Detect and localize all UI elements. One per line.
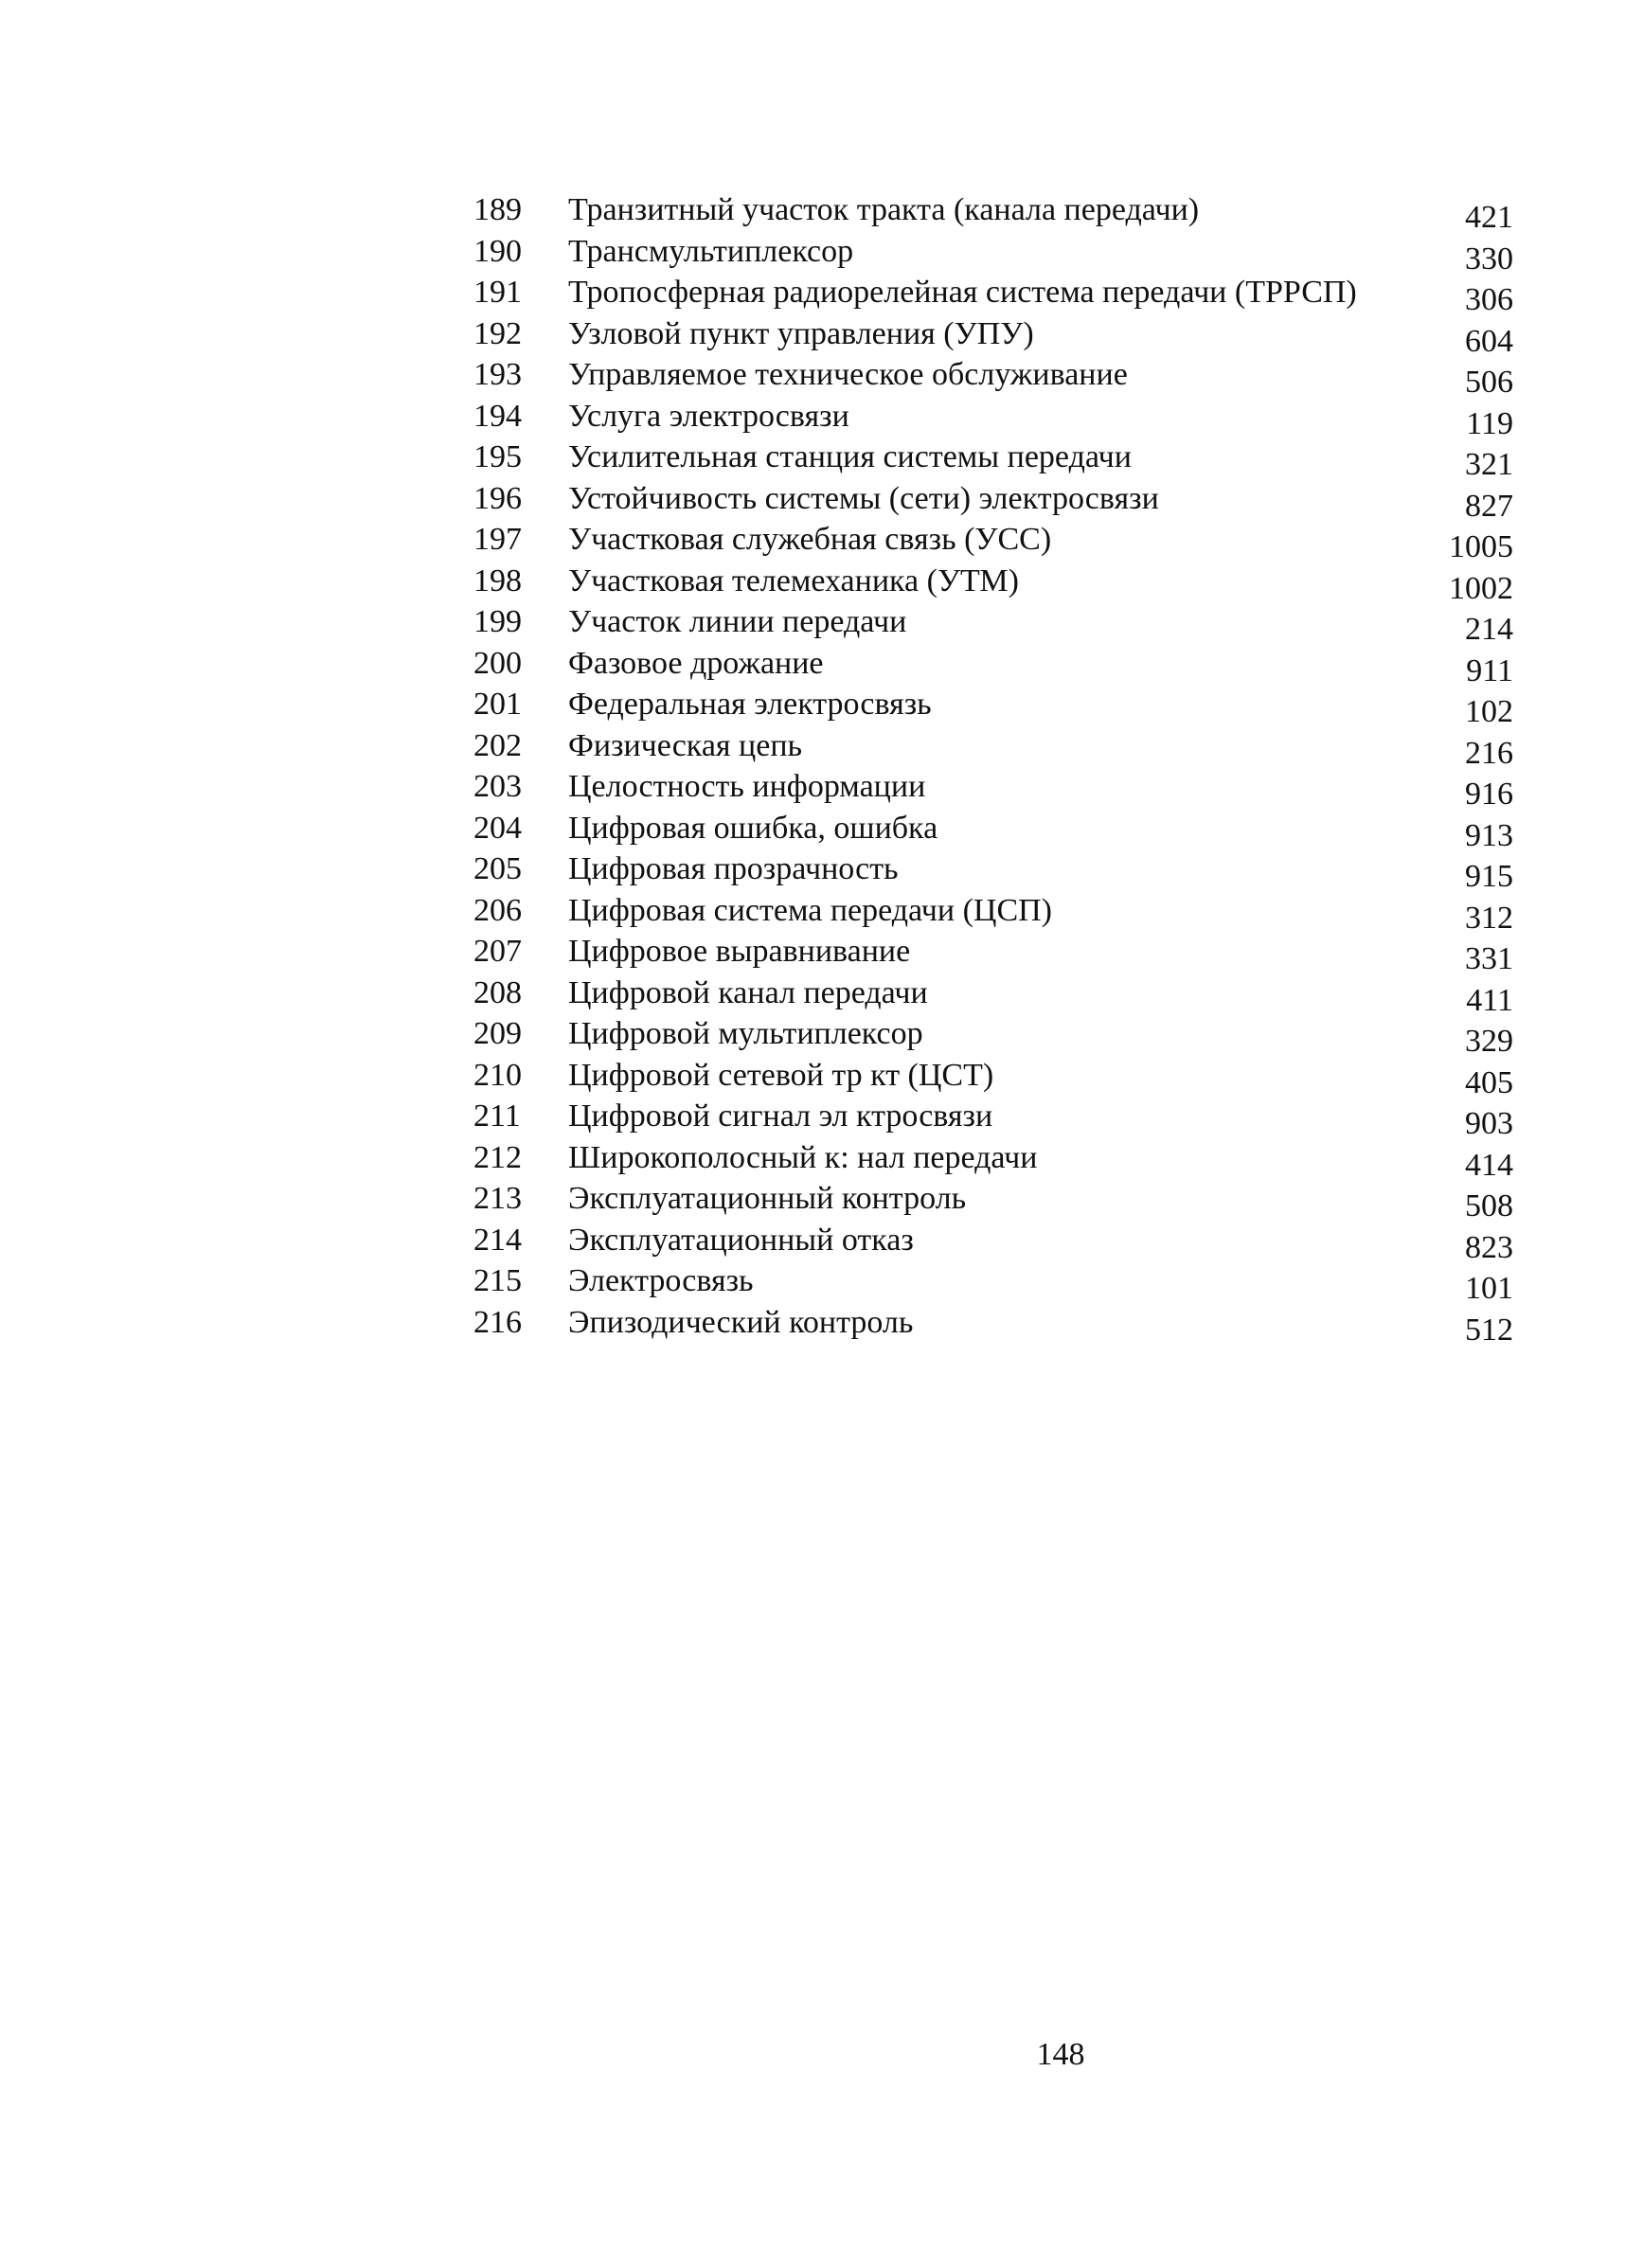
entry-page-ref: 101 [1465, 1271, 1513, 1306]
entry-page-ref: 604 [1465, 323, 1513, 359]
entry-number: 206 [473, 892, 522, 928]
entry-number: 200 [473, 645, 522, 681]
entry-number: 198 [473, 563, 522, 598]
entry-page-ref: 827 [1465, 488, 1513, 524]
entry-number: 212 [473, 1139, 522, 1175]
entry-page-ref: 312 [1465, 900, 1513, 936]
entry-page-ref: 331 [1465, 941, 1513, 976]
entry-page-ref: 321 [1465, 447, 1513, 482]
entry-number: 204 [473, 810, 522, 846]
index-entry [473, 1096, 1544, 1141]
entry-term: Федеральная электросвязь [568, 687, 932, 722]
index-entry [473, 313, 1544, 359]
entry-page-ref: 216 [1465, 735, 1513, 771]
index-entry [473, 808, 1544, 853]
entry-number: 203 [473, 769, 522, 804]
entry-page-ref: 306 [1465, 282, 1513, 317]
entry-page-ref: 911 [1466, 652, 1513, 688]
entry-term: Трансмультиплексор [568, 233, 854, 269]
entry-number: 215 [473, 1263, 522, 1298]
entry-number: 211 [473, 1098, 521, 1134]
index-entry [473, 519, 1544, 564]
entry-number: 202 [473, 727, 522, 763]
entry-term: Цифровой сетевой тр кт (ЦСТ) [568, 1057, 994, 1093]
entry-page-ref: 411 [1466, 982, 1513, 1018]
entry-number: 191 [473, 275, 522, 310]
entry-term: Электросвязь [568, 1263, 754, 1298]
entry-term: Цифровой мультиплексор [568, 1016, 923, 1051]
index-entry [473, 643, 1544, 688]
entry-term: Цифровое выравнивание [568, 934, 911, 969]
index-entry [473, 396, 1544, 441]
entry-page-ref: 823 [1465, 1229, 1513, 1265]
index-entry [473, 890, 1544, 936]
index-entry [473, 848, 1544, 894]
entry-page-ref: 913 [1465, 817, 1513, 853]
entry-number: 216 [473, 1304, 522, 1340]
entry-page-ref: 1002 [1449, 570, 1513, 606]
index-entry [473, 1055, 1544, 1100]
entry-number: 194 [473, 398, 522, 434]
entry-page-ref: 512 [1465, 1312, 1513, 1348]
entry-number: 195 [473, 439, 522, 474]
index-entry [473, 1178, 1544, 1223]
entry-term: Эпизодический контроль [568, 1304, 914, 1340]
entry-term: Устойчивость системы (сети) электросвязи [568, 480, 1159, 516]
entry-page-ref: 405 [1465, 1064, 1513, 1100]
entry-page-ref: 903 [1465, 1106, 1513, 1141]
entry-number: 208 [473, 974, 522, 1010]
entry-number: 213 [473, 1181, 522, 1216]
index-entry [473, 1302, 1544, 1348]
entry-term: Целостность информации [568, 769, 926, 804]
entry-number: 196 [473, 480, 522, 516]
index-entry [473, 1260, 1544, 1306]
entry-page-ref: 414 [1465, 1147, 1513, 1183]
entry-page-ref: 508 [1465, 1188, 1513, 1223]
entry-number: 201 [473, 687, 522, 722]
entry-number: 207 [473, 934, 522, 969]
entry-page-ref: 329 [1465, 1024, 1513, 1059]
entry-number: 190 [473, 233, 522, 269]
entry-page-ref: 506 [1465, 365, 1513, 400]
entry-term: Узловой пункт управления (УПУ) [568, 315, 1034, 351]
entry-term: Участковая телемеханика (УТМ) [568, 563, 1019, 598]
entry-number: 209 [473, 1016, 522, 1051]
entry-term: Физическая цепь [568, 727, 803, 763]
entry-page-ref: 214 [1465, 612, 1513, 647]
entry-term: Услуга электросвязи [568, 398, 849, 434]
entry-number: 197 [473, 522, 522, 557]
page-number: 148 [1036, 2037, 1085, 2072]
index-entry [473, 725, 1544, 771]
entry-page-ref: 330 [1465, 241, 1513, 277]
index-entry [473, 766, 1544, 812]
entry-term: Цифровая ошибка, ошибка [568, 810, 938, 846]
entry-number: 205 [473, 851, 522, 886]
index-entry [473, 973, 1544, 1018]
entry-number: 189 [473, 192, 522, 227]
index-entry [473, 1013, 1544, 1059]
entry-term: Эксплуатационный контроль [568, 1181, 967, 1216]
entry-number: 192 [473, 315, 522, 351]
entry-term: Цифровой канал передачи [568, 974, 928, 1010]
index-entry [473, 931, 1544, 976]
index-entry [473, 272, 1544, 317]
entry-term: Участковая служебная связь (УСС) [568, 522, 1052, 557]
entry-page-ref: 119 [1466, 405, 1513, 441]
entry-term: Усилительная станция системы передачи [568, 439, 1132, 474]
entry-page-ref: 421 [1465, 200, 1513, 235]
entry-term: Тропосферная радиорелейная система передачи (ТРРСП) [568, 275, 1357, 310]
entry-page-ref: 102 [1465, 694, 1513, 729]
index-entry [473, 561, 1544, 606]
entry-page-ref: 1005 [1449, 529, 1513, 564]
index-entry [473, 437, 1544, 482]
index-entry [473, 189, 1544, 235]
entry-term: Широкополосный к: нал передачи [568, 1139, 1038, 1175]
entry-term: Фазовое дрожание [568, 645, 824, 681]
entry-page-ref: 915 [1465, 859, 1513, 894]
term-index-list [473, 189, 1544, 1348]
entry-term: Цифровая прозрачность [568, 851, 899, 886]
index-entry [473, 478, 1544, 524]
index-entry [473, 1220, 1544, 1265]
entry-number: 199 [473, 604, 522, 639]
index-entry [473, 354, 1544, 400]
entry-term: Управляемое техническое обслуживание [568, 357, 1128, 392]
entry-number: 214 [473, 1222, 522, 1258]
entry-term: Цифровая система передачи (ЦСП) [568, 892, 1052, 928]
index-entry [473, 684, 1544, 729]
entry-number: 210 [473, 1057, 522, 1093]
index-entry [473, 1137, 1544, 1183]
entry-term: Транзитный участок тракта (канала передачи) [568, 192, 1200, 227]
index-entry [473, 231, 1544, 277]
entry-term: Эксплуатационный отказ [568, 1222, 914, 1258]
entry-term: Цифровой сигнал эл ктросвязи [568, 1098, 993, 1134]
entry-number: 193 [473, 357, 522, 392]
index-entry [473, 601, 1544, 647]
entry-term: Участок линии передачи [568, 604, 907, 639]
entry-page-ref: 916 [1465, 777, 1513, 812]
